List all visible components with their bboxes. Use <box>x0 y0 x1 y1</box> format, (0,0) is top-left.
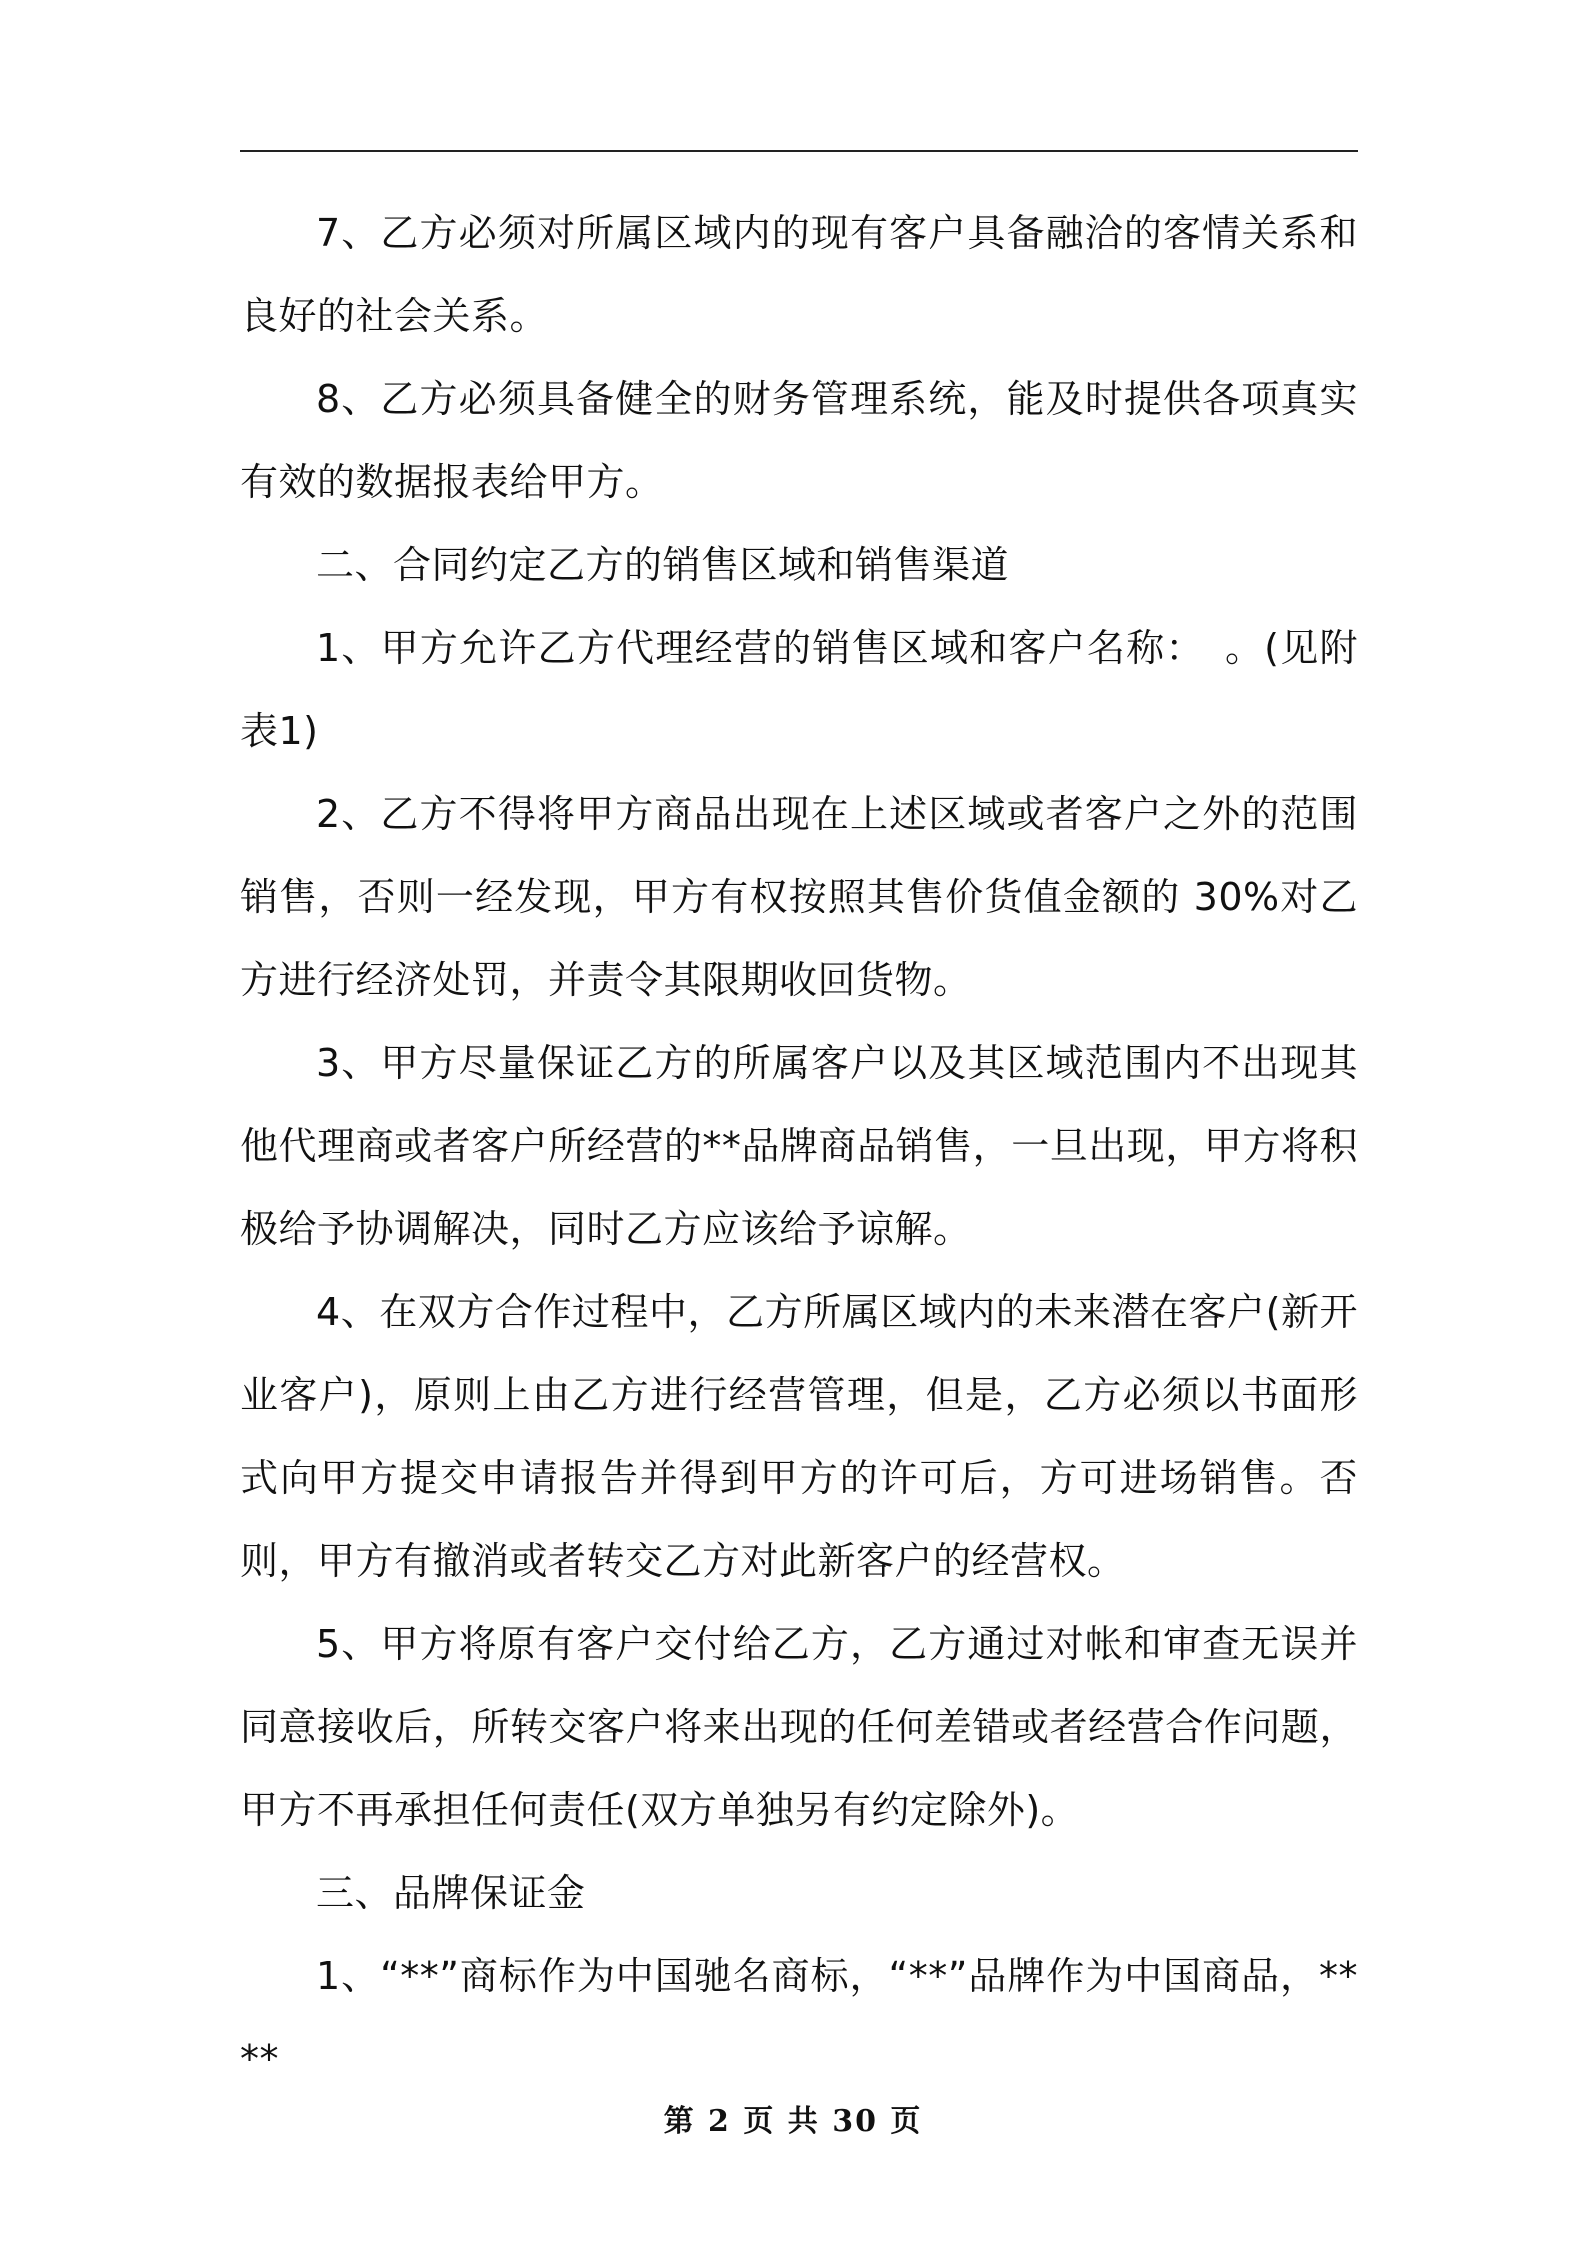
paragraph-clause-2-1: 1、甲方允许乙方代理经营的销售区域和客户名称： 。(见附表1) <box>240 626 1358 753</box>
paragraph-clause-2-2: 2、乙方不得将甲方商品出现在上述区域或者客户之外的范围销售，否则一经发现，甲方有权按照其售价货值金额的 30%对乙方进行经济处罚，并责令其限期收回货物。 <box>240 792 1358 1002</box>
paragraph-clause-2-3: 3、甲方尽量保证乙方的所属客户以及其区域范围内不出现其他代理商或者客户所经营的**品牌商品销售，一旦出现，甲方将积极给予协调解决，同时乙方应该给予谅解。 <box>240 1041 1358 1251</box>
paragraph-clause-2-5: 5、甲方将原有客户交付给乙方，乙方通过对帐和审查无误并同意接收后，所转交客户将来出现的任何差错或者经营合作问题，甲方不再承担任何责任(双方单独另有约定除外)。 <box>240 1622 1358 1832</box>
paragraph-clause-7: 7、乙方必须对所属区域内的现有客户具备融洽的客情关系和良好的社会关系。 <box>240 211 1358 338</box>
paragraph-clause-8: 8、乙方必须具备健全的财务管理系统，能及时提供各项真实有效的数据报表给甲方。 <box>240 377 1358 504</box>
paragraph-clause-3-1: 1、“**”商标作为中国驰名商标，“**”品牌作为中国商品，**** <box>240 1954 1358 2081</box>
section-heading-3: 三、品牌保证金 <box>316 1871 586 1915</box>
header-rule <box>240 150 1358 152</box>
paragraph-clause-2-4: 4、在双方合作过程中，乙方所属区域内的未来潜在客户(新开业客户)，原则上由乙方进行经营管理，但是，乙方必须以书面形式向甲方提交申请报告并得到甲方的许可后，方可进场销售。否则，甲方有撤消或者转交乙方对此新客户的经营权。 <box>240 1290 1358 1583</box>
section-heading-2: 二、合同约定乙方的销售区域和销售渠道 <box>316 543 1010 587</box>
page-number-footer: 第 2 页 共 30 页 <box>663 2104 923 2139</box>
document-body <box>240 192 1358 2101</box>
